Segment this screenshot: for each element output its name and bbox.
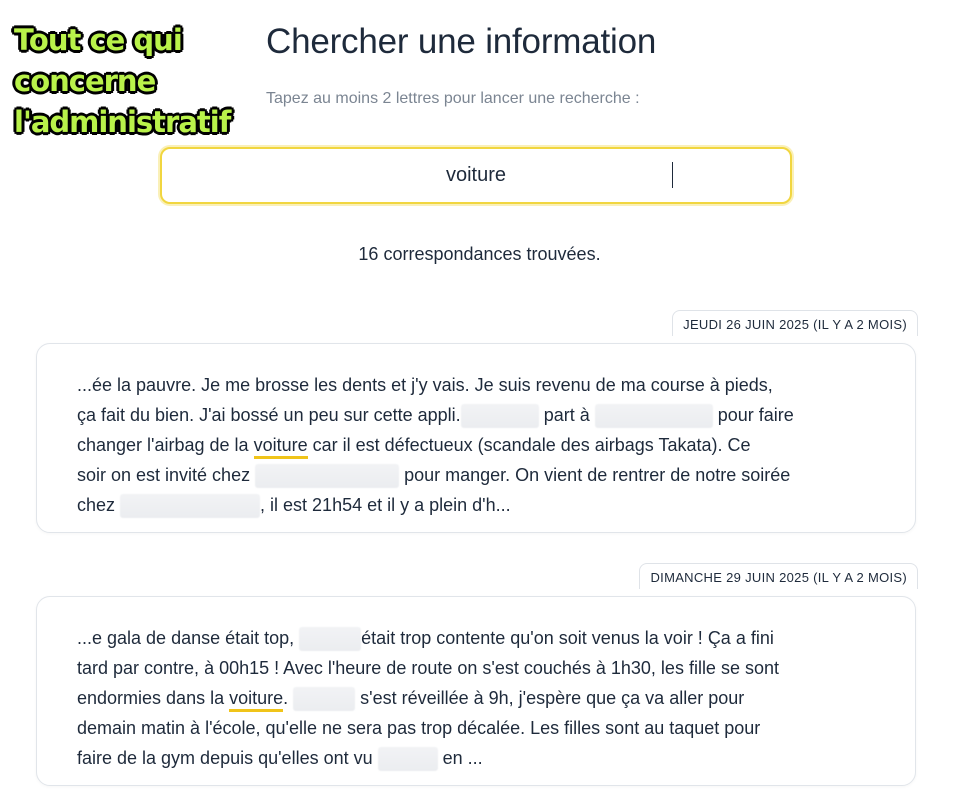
page-title: Chercher une information (266, 22, 657, 61)
entry-text: demain matin à l'école, qu'elle ne sera pas trop décalée. Les filles sont au taquet pour (77, 718, 761, 738)
result-count: 16 correspondances trouvées. (358, 244, 601, 264)
entry-text: faire de la gym depuis qu'elles ont vu (77, 748, 378, 768)
entry-line (77, 460, 875, 490)
entry-text: s'est réveillée à 9h, j'espère que ça va aller pour (355, 688, 745, 708)
overlay-caption (14, 20, 264, 143)
entry-text: soir on est invité chez (77, 465, 256, 485)
entry-line (77, 743, 875, 773)
entry-text: ça fait du bien. J'ai bossé un peu sur cette appli. (77, 405, 461, 425)
redacted-name (120, 494, 260, 518)
entry-card[interactable] (36, 596, 916, 786)
search-match-highlight: voiture (254, 435, 308, 459)
entry-text: , il est 21h54 et il y a plein d'h... (260, 495, 511, 515)
entry-text: car il est défectueux (scandale des airbags Takata). Ce (307, 435, 751, 455)
entry-line (77, 370, 875, 400)
overlay-line-2: concerne (14, 64, 156, 98)
search-input[interactable] (162, 149, 790, 202)
entry-line (77, 623, 875, 653)
entry-text: pour faire (712, 405, 794, 425)
search-match-highlight: voiture (229, 688, 283, 712)
entry-text: . (283, 688, 294, 708)
entry-text: changer l'airbag de la (77, 435, 254, 455)
entry-text: ...ée la pauvre. Je me brosse les dents et j'y vais. Je suis revenu de ma course à pieds, (77, 375, 773, 395)
redacted-name (461, 404, 539, 428)
redacted-name (595, 404, 713, 428)
entry-text: pour manger. On vient de rentrer de notre soirée (399, 465, 791, 485)
entry-text: était trop contente qu'on soit venus la voir ! Ça a fini (361, 628, 774, 648)
entry-card[interactable] (36, 343, 916, 533)
entry-date: JEUDI 26 JUIN 2025 (IL Y A 2 MOIS) (672, 310, 918, 336)
entry-text: endormies dans la (77, 688, 230, 708)
entry-line (77, 683, 875, 713)
overlay-line-3: l'administratif (14, 105, 231, 139)
entry-text: tard par contre, à 00h15 ! Avec l'heure de route on s'est couchés à 1h30, les fille se sont (77, 658, 779, 678)
entry-text: chez (77, 495, 121, 515)
entry-date: DIMANCHE 29 JUIN 2025 (IL Y A 2 MOIS) (639, 563, 918, 589)
search-hint: Tapez au moins 2 lettres pour lancer une recherche : (266, 90, 640, 107)
entry-line (77, 490, 875, 520)
search-box[interactable] (160, 147, 792, 204)
text-caret (672, 162, 673, 188)
redacted-name (255, 464, 399, 488)
redacted-name (299, 627, 361, 651)
overlay-line-1: Tout ce qui (14, 23, 182, 57)
entry-text: part à (538, 405, 595, 425)
entry-line (77, 400, 875, 430)
redacted-name (293, 687, 355, 711)
entry-line (77, 653, 875, 683)
entry-line (77, 713, 875, 743)
redacted-name (378, 747, 438, 771)
entry-line (77, 430, 875, 460)
entry-text: ...e gala de danse était top, (77, 628, 300, 648)
entry-text: en ... (437, 748, 483, 768)
